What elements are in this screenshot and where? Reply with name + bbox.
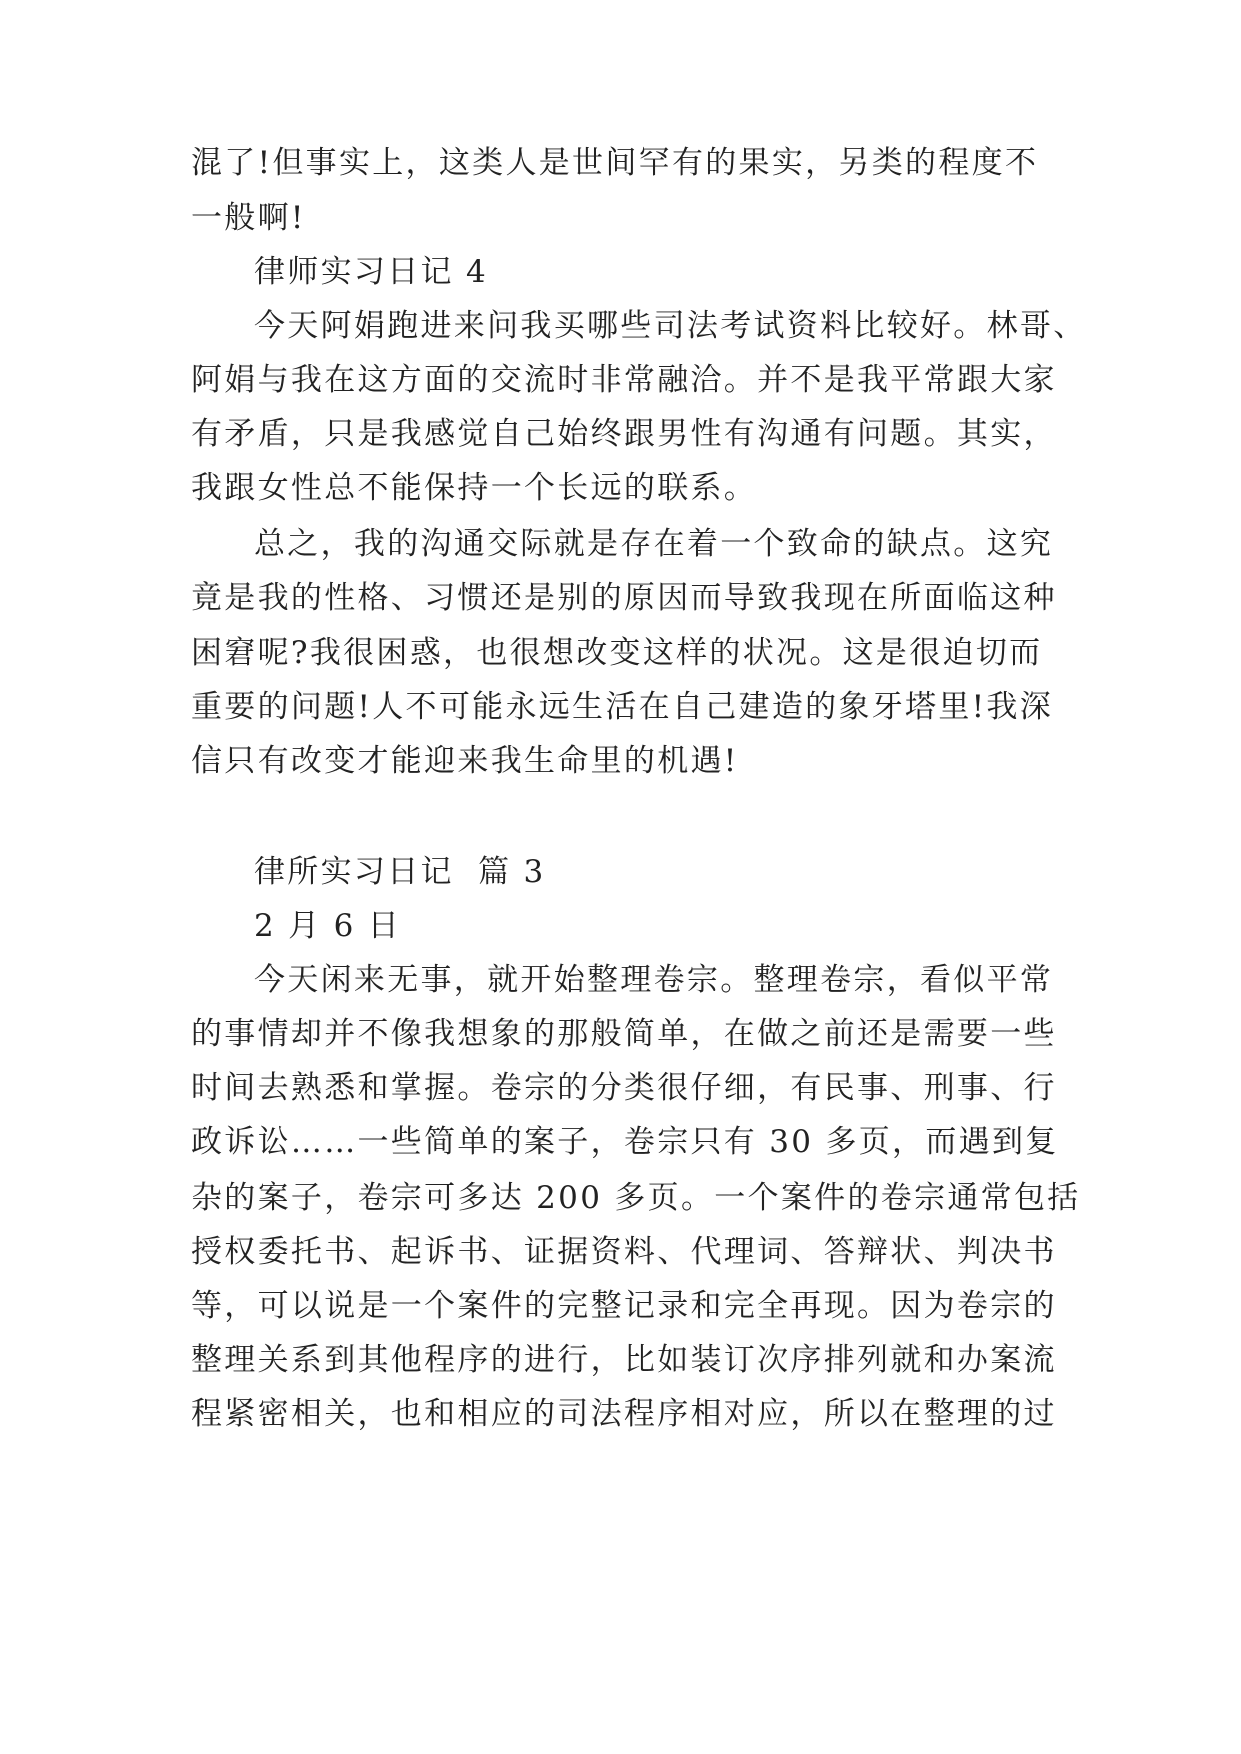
paragraph-line: 时间去熟悉和掌握。卷宗的分类很仔细，有民事、刑事、行 — [191, 1070, 1057, 1106]
paragraph-line: 授权委托书、起诉书、证据资料、代理词、答辩状、判决书 — [191, 1234, 1057, 1270]
paragraph-line: 重要的问题!人不可能永远生活在自己建造的象牙塔里!我深 — [191, 689, 1054, 725]
body-text-line: 混了!但事实上，这类人是世间罕有的果实，另类的程度不 — [191, 145, 1039, 181]
article-3-heading: 律所实习日记 篇 3 — [254, 854, 546, 890]
paragraph-line: 政诉讼……一些简单的案子，卷宗只有 30 多页，而遇到复 — [191, 1124, 1059, 1160]
paragraph-line: 的事情却并不像我想象的那般简单，在做之前还是需要一些 — [191, 1016, 1057, 1052]
paragraph-line: 我跟女性总不能保持一个长远的联系。 — [191, 470, 758, 506]
paragraph-line: 总之，我的沟通交际就是存在着一个致命的缺点。这究 — [254, 526, 1054, 562]
paragraph-line: 有矛盾，只是我感觉自己始终跟男性有沟通有问题。其实， — [191, 416, 1057, 452]
paragraph-line: 竟是我的性格、习惯还是别的原因而导致我现在所面临这种 — [191, 580, 1057, 616]
paragraph-line: 今天闲来无事，就开始整理卷宗。整理卷宗，看似平常 — [254, 962, 1054, 998]
entry-4-heading: 律师实习日记 4 — [254, 254, 488, 290]
paragraph-line: 困窘呢?我很困惑，也很想改变这样的状况。这是很迫切而 — [191, 635, 1043, 671]
paragraph-line: 等，可以说是一个案件的完整记录和完全再现。因为卷宗的 — [191, 1288, 1057, 1324]
paragraph-line: 杂的案子，卷宗可多达 200 多页。一个案件的卷宗通常包括 — [191, 1180, 1081, 1216]
paragraph-line: 今天阿娟跑进来问我买哪些司法考试资料比较好。林哥、 — [254, 308, 1087, 344]
paragraph-line: 阿娟与我在这方面的交流时非常融洽。并不是我平常跟大家 — [191, 362, 1057, 398]
paragraph-line: 程紧密相关，也和相应的司法程序相对应，所以在整理的过 — [191, 1396, 1057, 1432]
paragraph-line: 整理关系到其他程序的进行，比如装订次序排列就和办案流 — [191, 1342, 1057, 1378]
entry-date: 2 月 6 日 — [254, 908, 402, 944]
paragraph-line: 信只有改变才能迎来我生命里的机遇! — [191, 743, 739, 779]
body-text-line: 一般啊! — [191, 200, 306, 236]
